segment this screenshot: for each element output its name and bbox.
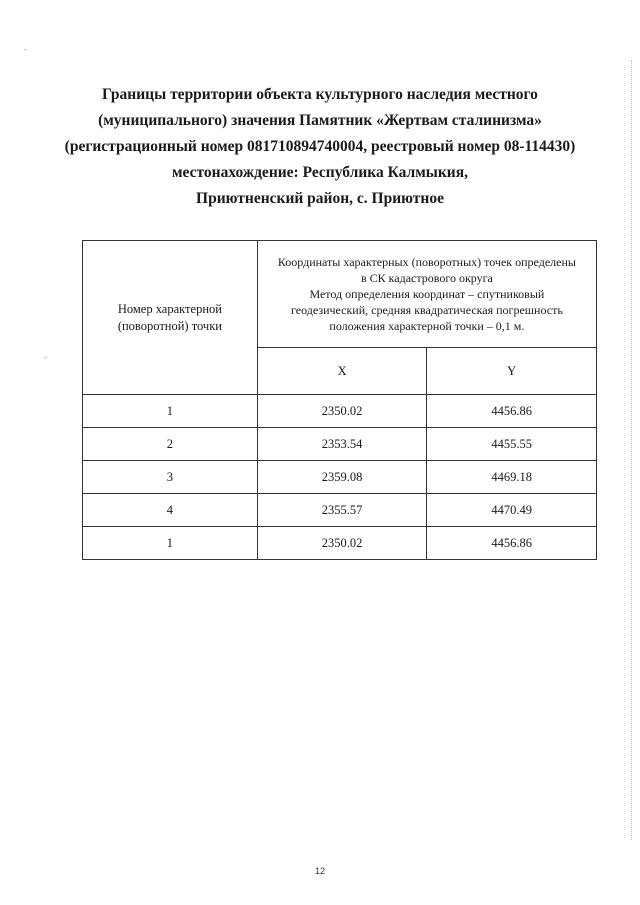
title-line-5: Приютненский район, с. Приютное [196,190,444,207]
x-value-cell: 2353.54 [257,428,427,461]
x-value-cell: 2350.02 [257,527,427,560]
point-number-cell: 1 [83,395,258,428]
point-number-cell: 2 [83,428,258,461]
coordinates-table [82,240,597,560]
scan-margin-line [631,60,632,840]
point-number-cell: 1 [83,527,258,560]
y-header: Y [427,348,597,395]
title-line-4: местонахождение: Республика Калмыкия, [171,164,468,181]
y-value-cell: 4455.55 [427,428,597,461]
scan-artifact-mark: - [44,352,47,362]
page-number: 12 [314,866,325,876]
point-number-header [83,241,258,395]
table-row [83,461,597,494]
table-row [83,494,597,527]
y-value-cell: 4470.49 [427,494,597,527]
title-line-3: (регистрационный номер 081710894740004, реестровый номер 08-114430) [64,138,576,155]
title-line-2: (муниципального) значения Памятник «Жертвам сталинизма» [98,112,542,129]
coordinates-header-line-4: геодезический, средняя квадратическая погрешность [291,303,563,317]
point-number-cell: 4 [83,494,258,527]
table-row [83,527,597,560]
point-number-cell: 3 [83,461,258,494]
coordinates-header-line-2: в СК кадастрового округа [360,271,493,285]
coordinates-header-line-5: положения характерной точки – 0,1 м. [329,319,525,333]
table-row [83,428,597,461]
coordinates-header-line-3: Метод определения координат – спутниковый [309,287,545,301]
x-value-cell: 2350.02 [257,395,427,428]
y-value-cell: 4456.86 [427,527,597,560]
point-number-header-text: Номер характерной (поворотной) точки [117,301,222,333]
scan-artifact-mark: - [24,44,27,54]
x-header: X [257,348,427,395]
title-line-1: Границы территории объекта культурного наследия местного [102,86,538,103]
coordinates-header [257,241,596,348]
table-row [83,395,597,428]
y-value-cell: 4456.86 [427,395,597,428]
coordinates-header-line-1: Координаты характерных (поворотных) точек определены [277,255,576,269]
x-value-cell: 2359.08 [257,461,427,494]
x-value-cell: 2355.57 [257,494,427,527]
y-value-cell: 4469.18 [427,461,597,494]
document-title [60,82,580,212]
